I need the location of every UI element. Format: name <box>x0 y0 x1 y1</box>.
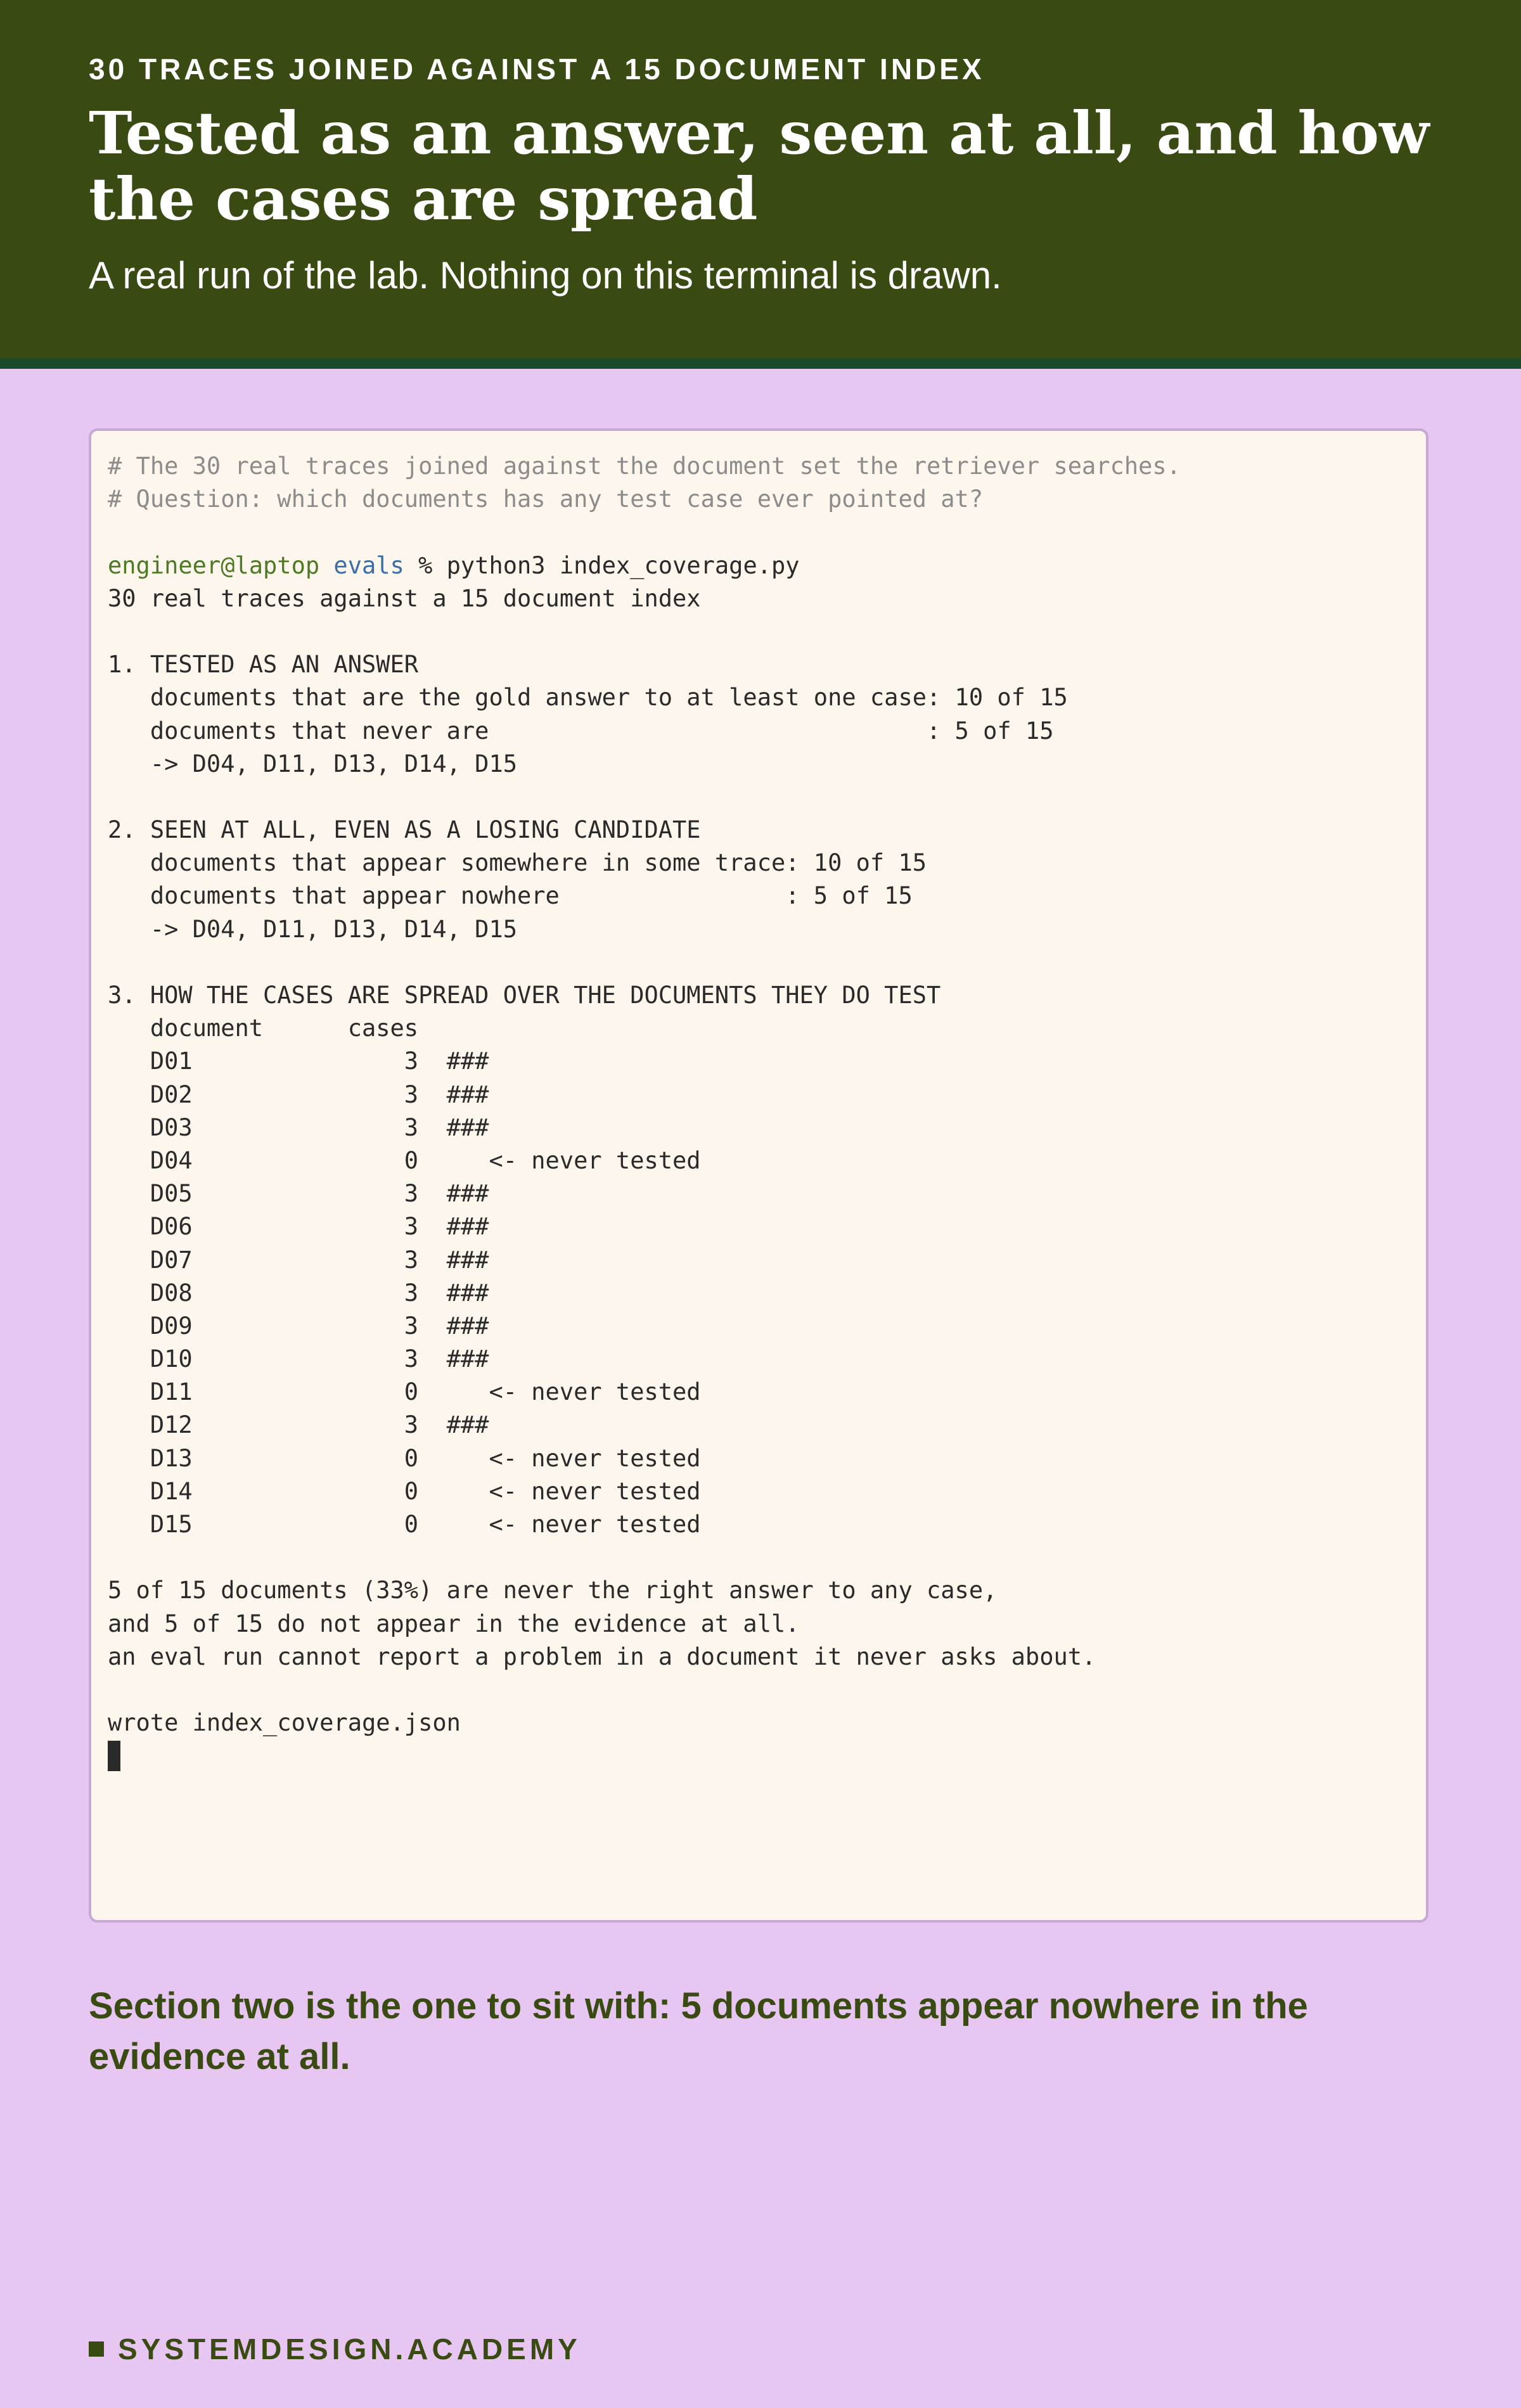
header-banner <box>0 0 1521 369</box>
output-intro: 30 real traces against a 15 document index <box>108 584 701 612</box>
table-row: D02 3 ### <box>108 1080 489 1108</box>
table-row: D08 3 ### <box>108 1279 489 1307</box>
summary-line: an eval run cannot report a problem in a document it never asks about. <box>108 1643 1096 1670</box>
prompt-command: python3 index_coverage.py <box>446 551 800 579</box>
summary-line: 5 of 15 documents (33%) are never the right answer to any case, <box>108 1577 998 1604</box>
eyebrow-label: 30 TRACES JOINED AGAINST A 15 DOCUMENT INDEX <box>89 53 985 86</box>
page-subtitle: A real run of the lab. Nothing on this terminal is drawn. <box>89 254 1002 297</box>
terminal-window[interactable] <box>89 428 1428 1923</box>
table-row: D01 3 ### <box>108 1047 489 1075</box>
table-row: D05 3 ### <box>108 1180 489 1208</box>
section1-list: -> D04, D11, D13, D14, D15 <box>108 750 518 778</box>
prompt-symbol: % <box>418 551 433 579</box>
terminal-blank-line <box>108 1674 1426 1707</box>
brand-name: SYSTEMDESIGN.ACADEMY <box>118 2333 581 2366</box>
table-row: D15 0 <- never tested <box>108 1511 701 1538</box>
terminal-blank-line <box>108 1541 1426 1574</box>
table-row: D10 3 ### <box>108 1345 489 1373</box>
section1-line: documents that are the gold answer to at least one case: 10 of 15 <box>108 684 1068 712</box>
table-row: D12 3 ### <box>108 1411 489 1439</box>
section2-heading: 2. SEEN AT ALL, EVEN AS A LOSING CANDIDATE <box>108 816 701 844</box>
terminal-comment: # The 30 real traces joined against the document set the retriever searches. <box>108 452 1181 480</box>
table-row: D04 0 <- never tested <box>108 1146 701 1174</box>
table-row: D03 3 ### <box>108 1113 489 1141</box>
table-row: D09 3 ### <box>108 1312 489 1340</box>
table-row: D14 0 <- never tested <box>108 1477 701 1505</box>
section1-line: documents that never are : 5 of 15 <box>108 717 1054 745</box>
summary-line: and 5 of 15 do not appear in the evidence at all. <box>108 1610 800 1637</box>
section1-heading: 1. TESTED AS AN ANSWER <box>108 651 419 679</box>
prompt-user: engineer@laptop <box>108 551 320 579</box>
page-title: Tested as an answer, seen at all, and how the cases are spread <box>89 99 1430 233</box>
terminal-blank-line <box>108 946 1426 979</box>
section2-line: documents that appear nowhere : 5 of 15 <box>108 882 913 910</box>
terminal-cursor <box>108 1741 120 1771</box>
brand-square-icon <box>89 2341 104 2357</box>
section2-list: -> D04, D11, D13, D14, D15 <box>108 915 518 943</box>
terminal-prompt-line <box>108 549 1426 582</box>
section3-columns: document cases <box>108 1015 419 1042</box>
terminal-comment: # Question: which documents has any test case ever pointed at? <box>108 485 984 513</box>
cursor-line <box>108 1739 1426 1772</box>
terminal-blank-line <box>108 615 1426 648</box>
section2-line: documents that appear somewhere in some trace: 10 of 15 <box>108 849 927 877</box>
wrote-file-line: wrote index_coverage.json <box>108 1709 461 1737</box>
table-row: D06 3 ### <box>108 1213 489 1241</box>
takeaway-text: Section two is the one to sit with: 5 documents appear nowhere in the evidence at all. <box>89 1985 1308 2077</box>
table-row: D11 0 <- never tested <box>108 1378 701 1406</box>
section3-heading: 3. HOW THE CASES ARE SPREAD OVER THE DOCUMENTS THEY DO TEST <box>108 982 941 1009</box>
terminal-blank-line <box>108 781 1426 814</box>
terminal-blank-line <box>108 516 1426 549</box>
prompt-directory: evals <box>333 551 404 579</box>
footer-brand <box>89 2332 581 2366</box>
table-row: D07 3 ### <box>108 1246 489 1274</box>
table-row: D13 0 <- never tested <box>108 1444 701 1472</box>
